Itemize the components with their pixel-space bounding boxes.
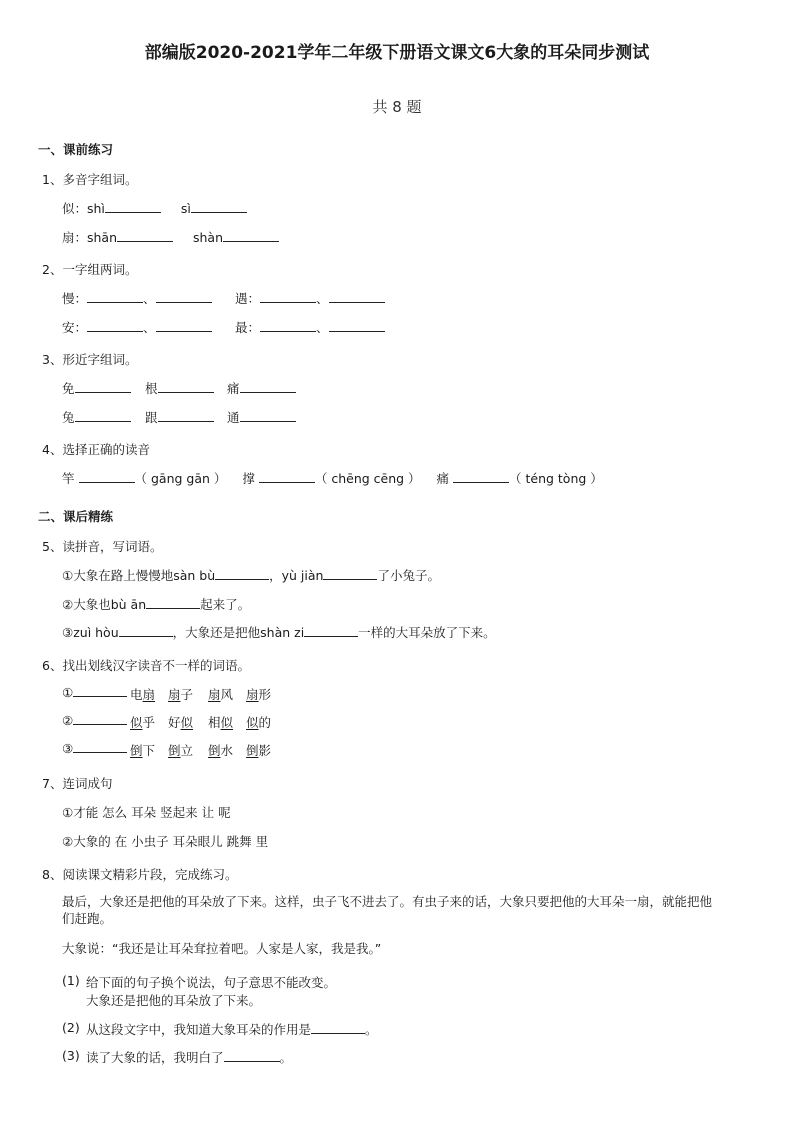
q3-char: 根 (145, 381, 158, 396)
q6-word (130, 685, 155, 703)
q6-word (208, 741, 233, 759)
answer-blank[interactable] (79, 481, 135, 483)
q6-word (246, 713, 271, 731)
underlined-character: 似 (220, 715, 234, 730)
q6-number: ② (62, 713, 74, 728)
underlined-character: 倒 (130, 743, 143, 758)
q6-word (208, 713, 233, 731)
word-part: 好 (168, 715, 181, 730)
subquestion-2-number: (2) (62, 1020, 80, 1035)
answer-blank[interactable] (240, 391, 296, 393)
document-title: 部编版2020-2021学年二年级下册语文课文6大象的耳朵同步测试 (144, 43, 650, 63)
question-5-title: 5、读拼音，写词语。 (42, 539, 163, 554)
q4-char-b: 撑 (242, 471, 255, 486)
punctuation: 。 (279, 1050, 293, 1065)
word-part: 形 (258, 687, 272, 702)
answer-blank[interactable] (260, 301, 316, 303)
subquestion-1-sentence: 大象还是把他的耳朵放了下来。 (86, 993, 262, 1008)
subquestion-3-text: 读了大象的话，我明白了 (86, 1050, 224, 1065)
question-3-title: 3、形近字组词。 (42, 352, 138, 367)
subquestion-1-text: 给下面的句子换个说法，句子意思不能改变。 (86, 975, 337, 990)
q3-char: 通 (227, 410, 240, 425)
q5-text: 起来了。 (200, 597, 251, 612)
question-5-line-1 (62, 566, 440, 584)
answer-blank[interactable] (87, 330, 143, 332)
separator: 、 (143, 291, 156, 306)
underlined-character: 扇 (246, 687, 259, 702)
q6-row-number (62, 741, 127, 756)
underlined-character: 似 (246, 715, 259, 730)
subquestion-3 (86, 1048, 292, 1066)
answer-blank[interactable] (156, 301, 212, 303)
underlined-character: 倒 (168, 743, 181, 758)
q5-text: ②大象也bù ān (62, 597, 147, 612)
question-2-item-a (62, 289, 212, 307)
q1-row1-label-a: 似：shì (62, 201, 105, 216)
answer-blank[interactable] (75, 420, 131, 422)
answer-blank[interactable] (158, 391, 214, 393)
subquestion-3-number: (3) (62, 1048, 80, 1063)
underlined-character: 扇 (208, 687, 221, 702)
question-count: 共 8 题 (372, 98, 422, 116)
q5-text: ，yù jiàn (269, 568, 324, 583)
q6-number: ① (62, 685, 74, 700)
question-2-item-c (62, 318, 212, 336)
question-1-row-1 (62, 199, 247, 217)
q4-options-a: （ gāng gān ） (134, 471, 227, 486)
question-3-row-1-col-2 (145, 379, 214, 397)
q3-char: 痛 (227, 381, 240, 396)
q1-row1-label-b: sì (180, 201, 191, 216)
word-part: 立 (180, 743, 194, 758)
underlined-character: 倒 (208, 743, 221, 758)
answer-blank[interactable] (259, 481, 315, 483)
q2-char-c: 安： (62, 320, 88, 335)
underlined-character: 扇 (168, 687, 181, 702)
q6-word (130, 741, 155, 759)
q1-row2-label-a: 扇：shān (62, 230, 118, 245)
q6-word (168, 741, 193, 759)
q6-word (168, 685, 193, 703)
answer-blank[interactable] (311, 1032, 365, 1034)
word-part: 的 (258, 715, 272, 730)
word-part: 电 (130, 687, 143, 702)
question-2-title: 2、一字组两词。 (42, 262, 138, 277)
subquestion-2-text: 从这段文字中，我知道大象耳朵的作用是 (86, 1022, 312, 1037)
q4-options-b: （ chēng cēng ） (314, 471, 421, 486)
word-part: 子 (180, 687, 194, 702)
answer-blank[interactable] (304, 635, 358, 637)
q6-row-number (62, 685, 127, 700)
q1-row2-label-b: shàn (193, 230, 224, 245)
answer-blank[interactable] (453, 481, 509, 483)
answer-blank[interactable] (146, 607, 200, 609)
answer-blank[interactable] (105, 211, 161, 213)
section-heading-post-class: 二、课后精练 (38, 509, 114, 524)
word-part: 相 (208, 715, 221, 730)
separator: 、 (316, 291, 329, 306)
q5-text: ③zuì hòu (62, 625, 119, 640)
answer-blank[interactable] (191, 211, 247, 213)
q5-text: 了小兔子。 (377, 568, 440, 583)
question-3-row-2-col-1 (62, 408, 131, 426)
answer-blank[interactable] (240, 420, 296, 422)
q6-row-number (62, 713, 127, 728)
answer-blank[interactable] (158, 420, 214, 422)
question-3-row-1-col-3 (227, 379, 296, 397)
question-4-title: 4、选择正确的读音 (42, 442, 150, 457)
answer-blank[interactable] (156, 330, 212, 332)
answer-blank[interactable] (117, 240, 173, 242)
q5-text: ，大象还是把他shàn zi (172, 625, 305, 640)
q6-word (246, 741, 271, 759)
answer-blank[interactable] (329, 330, 385, 332)
q4-char-a: 竿 (62, 471, 75, 486)
q3-char: 跟 (145, 410, 158, 425)
question-2-item-b (235, 289, 385, 307)
word-part: 影 (258, 743, 272, 758)
question-7-line-1: ①才能 怎么 耳朵 竖起来 让 呢 (62, 805, 231, 820)
q3-char: 兔 (62, 410, 75, 425)
question-7-line-2: ②大象的 在 小虫子 耳朵眼儿 跳舞 里 (62, 834, 269, 849)
q6-word (168, 713, 193, 731)
question-3-row-2-col-2 (145, 408, 214, 426)
answer-blank[interactable] (73, 751, 127, 753)
q2-char-d: 最： (235, 320, 261, 335)
subquestion-1-number: (1) (62, 973, 80, 988)
answer-blank[interactable] (87, 301, 143, 303)
question-7-title: 7、连词成句 (42, 776, 113, 791)
q3-char: 免 (62, 381, 75, 396)
answer-blank[interactable] (75, 391, 131, 393)
answer-blank[interactable] (215, 578, 269, 580)
q6-number: ③ (62, 741, 74, 756)
q5-text: 一样的大耳朵放了下来。 (358, 625, 496, 640)
reading-quote: 大象说：“我还是让耳朵耷拉着吧。人家是人家，我是我。” (62, 941, 382, 956)
separator: 、 (143, 320, 156, 335)
underlined-character: 扇 (142, 687, 156, 702)
answer-blank[interactable] (260, 330, 316, 332)
word-part: 下 (142, 743, 156, 758)
separator: 、 (316, 320, 329, 335)
section-heading-pre-class: 一、课前练习 (38, 142, 114, 157)
q5-text: ①大象在路上慢慢地sàn bù (62, 568, 216, 583)
question-1-row-2 (62, 228, 279, 246)
question-3-row-1-col-1 (62, 379, 131, 397)
question-2-item-d (235, 318, 385, 336)
question-6-title: 6、找出划线汉字读音不一样的词语。 (42, 658, 250, 673)
question-4-items (62, 469, 603, 487)
answer-blank[interactable] (223, 240, 279, 242)
answer-blank[interactable] (323, 578, 377, 580)
question-5-line-2 (62, 595, 250, 613)
subquestion-2 (86, 1020, 378, 1038)
q4-char-c: 痛 (436, 471, 450, 486)
q6-word (130, 713, 155, 731)
answer-blank[interactable] (329, 301, 385, 303)
q6-word (246, 685, 271, 703)
answer-blank[interactable] (73, 723, 127, 725)
word-part: 风 (220, 687, 234, 702)
q2-char-a: 慢： (62, 291, 88, 306)
underlined-character: 似 (180, 715, 194, 730)
question-3-row-2-col-3 (227, 408, 296, 426)
answer-blank[interactable] (119, 635, 173, 637)
question-5-line-3 (62, 623, 496, 641)
reading-passage: 最后，大象还是把他的耳朵放了下来。这样，虫子飞不进去了。有虫子来的话，大象只要把他的大耳朵一扇，就能把他们赶跑。 (62, 894, 713, 926)
answer-blank[interactable] (224, 1060, 280, 1062)
underlined-character: 似 (130, 715, 143, 730)
word-part: 乎 (142, 715, 156, 730)
punctuation: 。 (365, 1022, 378, 1037)
word-part: 水 (220, 743, 234, 758)
answer-blank[interactable] (73, 695, 127, 697)
question-8-title: 8、阅读课文精彩片段，完成练习。 (42, 867, 238, 882)
underlined-character: 倒 (246, 743, 259, 758)
q6-word (208, 685, 233, 703)
q2-char-b: 遇： (235, 291, 261, 306)
q4-options-c: （ téng tòng ） (509, 471, 603, 486)
question-1-title: 1、多音字组词。 (42, 172, 138, 187)
